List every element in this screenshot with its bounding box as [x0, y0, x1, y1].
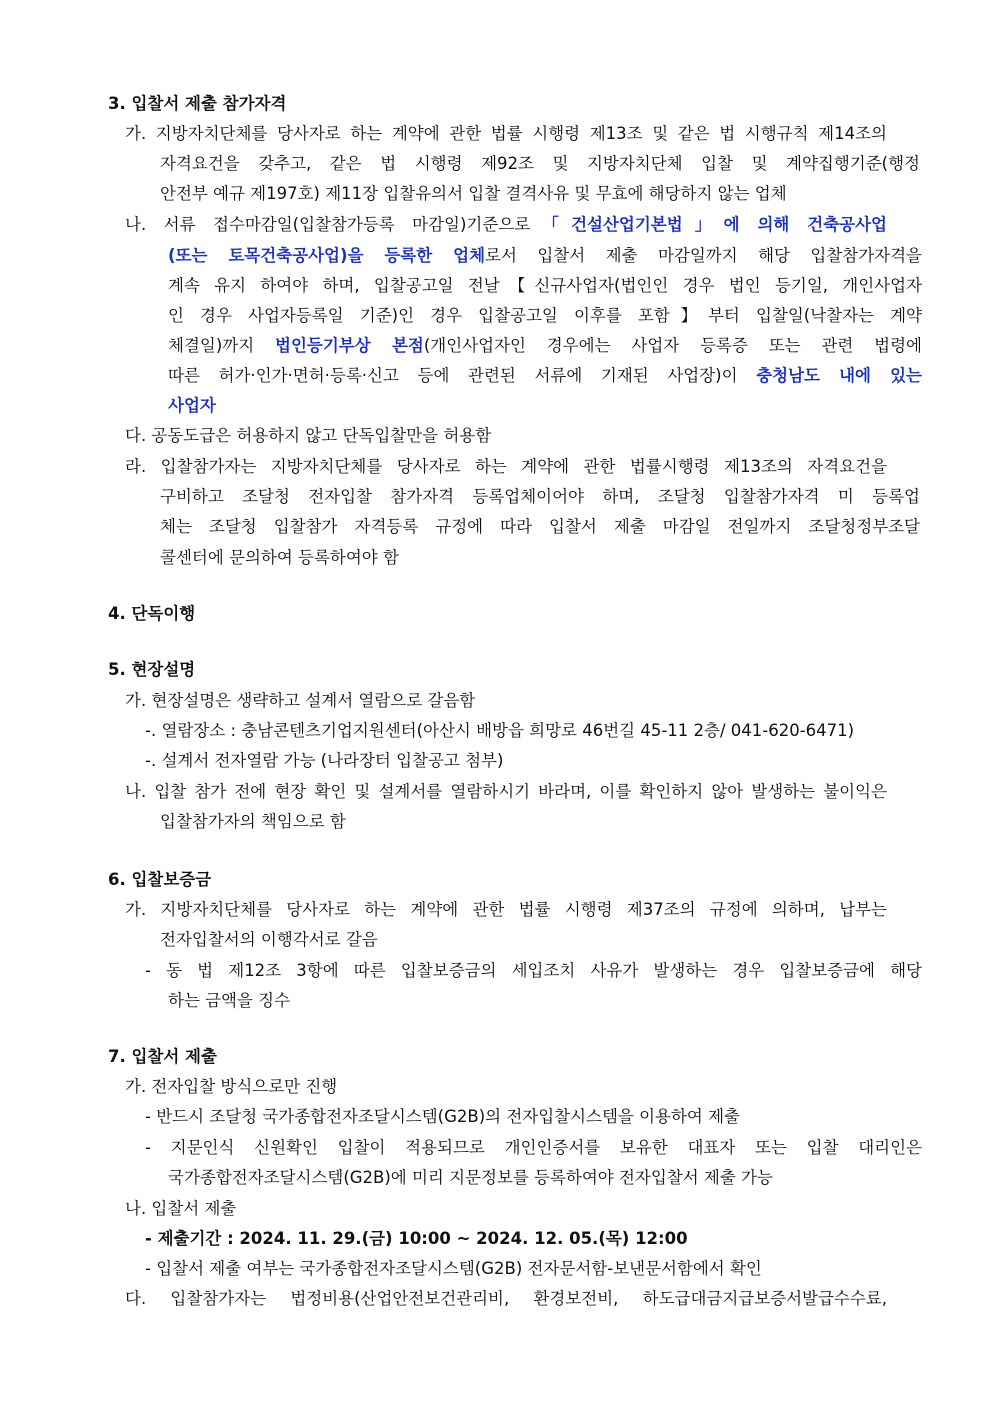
- s5-na-line2: 입찰참가자의 책임으로 함: [160, 812, 346, 831]
- s6-ga-line2: 전자입찰서의 이행각서로 갈음: [160, 930, 378, 949]
- s3-ga-line2: 자격요건을 갖추고, 같은 법 시행령 제92조 및 지방자치단체 입찰 및 계약집행기준(행정: [160, 154, 920, 173]
- s3-na-line1-text: 나. 서류 접수마감일(입찰참가등록 마감일)기준으로: [125, 215, 531, 234]
- s3-ga-line1: 가. 지방자치단체를 당사자로 하는 계약에 관한 법률 시행령 제13조 및 같은 법 시행규칙 제14조의: [125, 124, 887, 143]
- s7-ga-dash2-line1: - 지문인식 신원확인 입찰이 적용되므로 개인인증서를 보유한 대표자 또는 입찰 대리인은: [145, 1138, 922, 1157]
- s3-na-line5-text-a: 체결일)까지: [168, 336, 255, 355]
- s5-ga: 가. 현장설명은 생략하고 설계서 열람으로 갈음함: [125, 691, 476, 710]
- s6-ga-line1: 가. 지방자치단체를 당사자로 하는 계약에 관한 법률 시행령 제37조의 규정에 의하며, 납부는: [125, 900, 887, 919]
- section-3-heading: 3. 입찰서 제출 참가자격: [108, 94, 287, 113]
- section-7-heading: 7. 입찰서 제출: [108, 1047, 217, 1066]
- s5-ga-dash2: -. 설계서 전자열람 가능 (나라장터 입찰공고 첨부): [145, 751, 504, 770]
- s3-na-line5: [168, 335, 922, 357]
- s3-na-line6-text: 따른 허가·인가·면허·등록·신고 등에 관련된 서류에 기재된 사업장)이: [168, 366, 738, 385]
- s3-na-region-highlight: 충청남도 내에 있는: [756, 366, 922, 385]
- s7-ga: 가. 전자입찰 방식으로만 진행: [125, 1077, 338, 1096]
- s3-na-line2-text: 로서 입찰서 제출 마감일까지 해당 입찰참가자격을: [485, 246, 922, 265]
- s3-na-head-office-highlight: 법인등기부상 본점: [275, 336, 424, 355]
- s7-ga-dash1: - 반드시 조달청 국가종합전자조달시스템(G2B)의 전자입찰시스템을 이용하여 제출: [145, 1107, 740, 1126]
- s5-na-line1: 나. 입찰 참가 전에 현장 확인 및 설계서를 열람하시기 바라며, 이를 확인하지 않아 발생하는 불이익은: [125, 782, 887, 801]
- s3-na-line2: [168, 245, 922, 267]
- s3-ga-line3: 안전부 예규 제197호) 제11장 입찰유의서 입찰 결격사유 및 무효에 해당하지 않는 업체: [160, 184, 787, 203]
- s7-na: 나. 입찰서 제출: [125, 1199, 237, 1218]
- s7-ga-dash2-line2: 국가종합전자조달시스템(G2B)에 미리 지문정보를 등록하여야 전자입찰서 제출 가능: [168, 1168, 773, 1187]
- s3-na-law-highlight: 「건설산업기본법」에 의해 건축공사업: [530, 215, 887, 234]
- s3-na-line7: 사업자: [168, 396, 216, 415]
- s3-na-line4: 인 경우 사업자등록일 기준)인 경우 입찰공고일 이후를 포함】부터 입찰일(낙찰자는 계약: [168, 306, 922, 325]
- s6-dash1-line1: - 동 법 제12조 3항에 따른 입찰보증금의 세입조치 사유가 발생하는 경우 입찰보증금에 해당: [145, 961, 922, 980]
- s3-na-line5-text-c: (개인사업자인 경우에는 사업자 등록증 또는 관련 법령에: [423, 336, 922, 355]
- section-4-heading: 4. 단독이행: [108, 604, 196, 623]
- s3-na-line3: 계속 유지 하여야 하며, 입찰공고일 전날【신규사업자(법인인 경우 법인 등기일, 개인사업자: [168, 276, 922, 295]
- s3-na-line6: [168, 365, 922, 387]
- s7-da-line1: 다. 입찰참가자는 법정비용(산업안전보건관리비, 환경보전비, 하도급대금지급보증서발급수수료,: [125, 1289, 887, 1308]
- s3-ra-line2: 구비하고 조달청 전자입찰 참가자격 등록업체이어야 하며, 조달청 입찰참가자격 미 등록업: [160, 487, 920, 506]
- s6-dash1-line2: 하는 금액을 징수: [168, 991, 291, 1010]
- s7-na-dash2: - 입찰서 제출 여부는 국가종합전자조달시스템(G2B) 전자문서함-보낸문서함에서 확인: [145, 1259, 762, 1278]
- s3-ra-line1: 라. 입찰참가자는 지방자치단체를 당사자로 하는 계약에 관한 법률시행령 제13조의 자격요건을: [125, 457, 887, 476]
- s3-da: 다. 공동도급은 허용하지 않고 단독입찰만을 허용함: [125, 426, 492, 445]
- section-6-heading: 6. 입찰보증금: [108, 870, 212, 889]
- s5-ga-dash1: -. 열람장소 : 충남콘텐츠기업지원센터(아산시 배방읍 희망로 46번길 45-11 2층/ 041-620-6471): [145, 721, 855, 740]
- s7-na-submission-period: - 제출기간 : 2024. 11. 29.(금) 10:00 ~ 2024. 12. 05.(목) 12:00: [145, 1229, 688, 1248]
- s3-na-line1: [125, 214, 887, 236]
- s3-ra-line3: 체는 조달청 입찰참가 자격등록 규정에 따라 입찰서 제출 마감일 전일까지 조달청정부조달: [160, 517, 920, 536]
- section-5-heading: 5. 현장설명: [108, 660, 196, 679]
- s3-na-registration-highlight: (또는 토목건축공사업)을 등록한 업체: [168, 246, 486, 265]
- s3-ra-line4: 콜센터에 문의하여 등록하여야 함: [160, 548, 399, 567]
